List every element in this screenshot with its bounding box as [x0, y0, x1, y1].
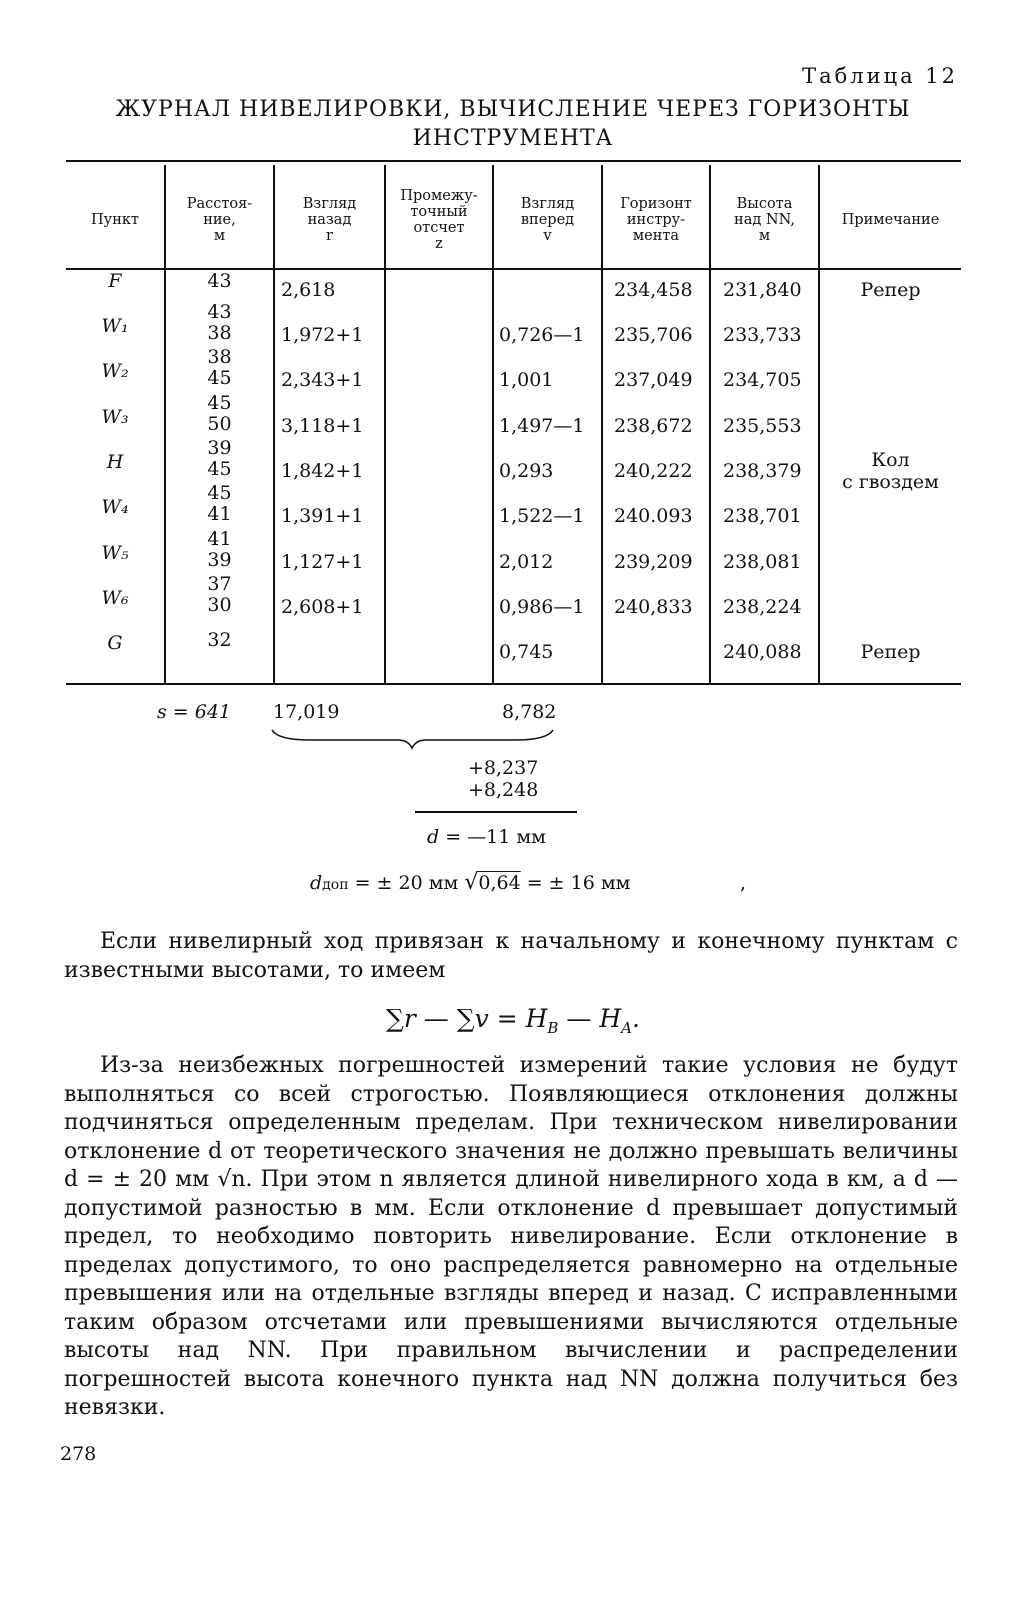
- point-label: H: [106, 451, 124, 473]
- closing-error: d = —11 мм: [427, 826, 546, 848]
- distance-value: 32: [207, 629, 232, 651]
- condition-formula: ∑r — $\sum v = H_B$ — $H_A$.: [386, 1004, 640, 1037]
- foresight-value: 0,726—1: [499, 324, 585, 346]
- backsight-sum: 17,019: [273, 701, 340, 723]
- table-bottom-rule: [66, 683, 961, 685]
- distance-value: 41: [207, 528, 232, 550]
- distance-value: 38: [207, 346, 232, 368]
- foresight-value: 2,012: [499, 551, 554, 573]
- height-value: 240,088: [723, 641, 802, 663]
- allowed-error: dдоп = ± 20 мм √0,64 = ± 16 мм: [310, 870, 631, 895]
- distance-value: 45: [207, 482, 232, 504]
- paragraph-main: Из-за неизбежных погрешностей измерений такие условия не будут выполняться со всей строгостью. Появляющиеся отклонения должны подчиняться определенным пределам. При техническом нивелировании отклонение d от теоретического значения не должно превышать величины d = ± 20 мм √n. При этом n является длиной нивелирного хода в км, а d — допустимой разностью в мм. Если отклонение d превышает допустимый предел, то необходимо повторить нивелирование. Если отклонение в пределах допустимого, то оно распределяется равномерно на отдельные превышения или на отдельные взгляды вперед и назад. С исправленными таким образом отсчетами или превышениями вычисляются отдельные высоты над NN. При правильном вычислении и распределении погрешностей высота конечного пункта над NN должна получиться без невязки.: [64, 1053, 958, 1420]
- distance-value: 38: [207, 322, 232, 344]
- instrument-horizon-value: 239,209: [614, 551, 693, 573]
- header-point: Пункт: [91, 212, 139, 228]
- backsight-value: 1,972+1: [281, 324, 364, 346]
- point-label: F: [108, 270, 122, 292]
- table-label: Таблица 12: [802, 64, 958, 88]
- foresight-sum: 8,782: [502, 701, 557, 723]
- difference-two: +8,248: [468, 779, 539, 801]
- instrument-horizon-value: 240.093: [614, 505, 693, 527]
- distance-value: 45: [207, 458, 232, 480]
- backsight-value: 2,608+1: [281, 596, 364, 618]
- remark-value: Репер: [860, 279, 921, 301]
- header-height: Высота над NN, м: [734, 196, 795, 244]
- height-value: 238,224: [723, 596, 802, 618]
- header-instrument-horizon: Горизонт инстру- мента: [620, 196, 692, 244]
- instrument-horizon-value: 234,458: [614, 279, 693, 301]
- page-number: 278: [60, 1443, 97, 1465]
- distance-value: 50: [207, 413, 232, 435]
- trailing-comma: ,: [740, 872, 747, 894]
- paragraph-intro: Если нивелирный ход привязан к начальному и конечному пунктам с известными высотами, то имеем: [64, 929, 958, 983]
- height-value: 235,553: [723, 415, 802, 437]
- distance-sum: s = 641: [157, 701, 232, 723]
- point-label: W₂: [101, 360, 129, 382]
- header-intermediate: Промежу- точный отсчет z: [400, 188, 478, 252]
- point-label: W₅: [101, 542, 129, 564]
- backsight-value: 1,391+1: [281, 505, 364, 527]
- instrument-horizon-value: 238,672: [614, 415, 693, 437]
- distance-value: 45: [207, 392, 232, 414]
- height-value: 231,840: [723, 279, 802, 301]
- remark-value: Репер: [860, 641, 921, 663]
- instrument-horizon-value: 240,833: [614, 596, 693, 618]
- distance-value: 45: [207, 367, 232, 389]
- backsight-value: 2,343+1: [281, 369, 364, 391]
- backsight-value: 1,842+1: [281, 460, 364, 482]
- point-label: W₃: [101, 406, 129, 428]
- distance-value: 30: [207, 594, 232, 616]
- table-top-rule: [66, 160, 961, 162]
- foresight-value: 1,497—1: [499, 415, 585, 437]
- distance-value: 39: [207, 549, 232, 571]
- instrument-horizon-value: 235,706: [614, 324, 693, 346]
- distance-value: 43: [207, 301, 232, 323]
- instrument-horizon-value: 237,049: [614, 369, 693, 391]
- backsight-value: 2,618: [281, 279, 336, 301]
- height-value: 238,379: [723, 460, 802, 482]
- height-value: 233,733: [723, 324, 802, 346]
- table-title: ЖУРНАЛ НИВЕЛИРОВКИ, ВЫЧИСЛЕНИЕ ЧЕРЕЗ ГОРИЗОНТЫ ИНСТРУМЕНТА: [115, 97, 911, 151]
- sum-rule: [415, 811, 577, 813]
- instrument-horizon-value: 240,222: [614, 460, 693, 482]
- header-remark: Примечание: [841, 212, 940, 228]
- point-label: G: [107, 632, 123, 654]
- height-value: 238,701: [723, 505, 802, 527]
- brace-underline: [270, 728, 555, 750]
- distance-value: 41: [207, 503, 232, 525]
- foresight-value: 0,986—1: [499, 596, 585, 618]
- foresight-value: 1,522—1: [499, 505, 585, 527]
- height-value: 234,705: [723, 369, 802, 391]
- foresight-value: 0,293: [499, 460, 554, 482]
- point-label: W₆: [101, 587, 129, 609]
- height-value: 238,081: [723, 551, 802, 573]
- foresight-value: 1,001: [499, 369, 554, 391]
- backsight-value: 3,118+1: [281, 415, 364, 437]
- header-foresight: Взгляд вперед v: [520, 196, 575, 244]
- point-label: W₁: [101, 315, 129, 337]
- backsight-value: 1,127+1: [281, 551, 364, 573]
- point-label: W₄: [101, 496, 129, 518]
- header-backsight: Взгляд назад r: [302, 196, 357, 244]
- header-distance: Расстоя- ние, м: [186, 196, 253, 244]
- remark-value: Кол с гвоздем: [842, 449, 939, 493]
- distance-value: 37: [207, 573, 232, 595]
- foresight-value: 0,745: [499, 641, 554, 663]
- distance-value: 39: [207, 437, 232, 459]
- difference-one: +8,237: [468, 757, 539, 779]
- distance-value: 43: [207, 270, 232, 292]
